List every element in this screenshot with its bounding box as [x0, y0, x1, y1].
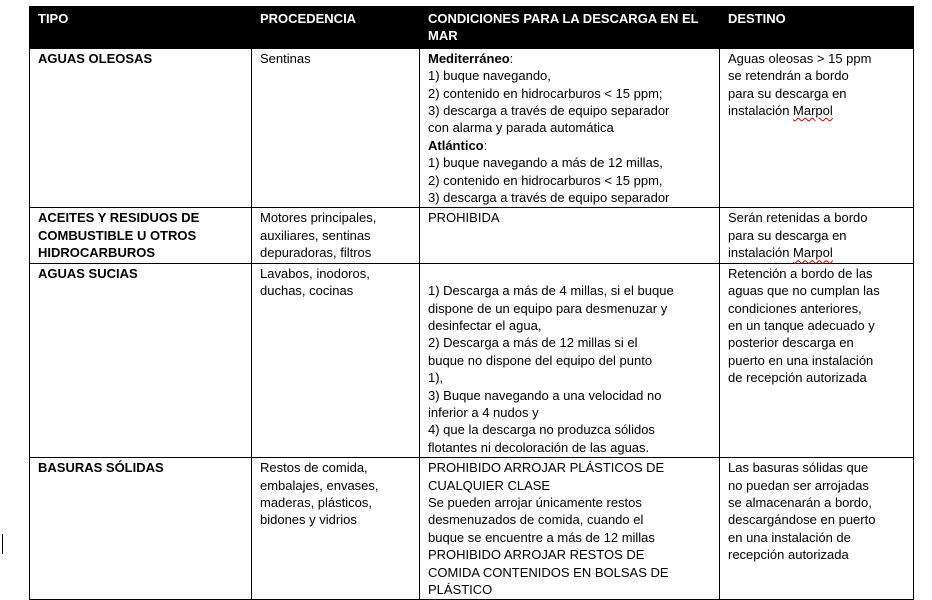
- cell-line: auxiliares, sentinas: [260, 227, 371, 243]
- cell-line: dispone de un equipo para desmenuzar y: [428, 300, 668, 316]
- cell-line: no puedan ser arrojadas: [728, 477, 869, 493]
- cell-line: 1) buque navegando a más de 12 millas,: [428, 155, 663, 171]
- cell-line: PROHIBIDO ARROJAR PLÁSTICOS DE: [428, 460, 665, 476]
- cell-line: Sentinas: [260, 50, 311, 66]
- cell-line: instalación Marpol: [728, 245, 833, 261]
- cell-destino: [720, 458, 914, 600]
- cell-line: instalación Marpol: [728, 103, 833, 119]
- cell-line: maderas, plásticos,: [260, 494, 372, 510]
- cell-line: ACEITES Y RESIDUOS DE: [38, 210, 200, 226]
- cell-line: se almacenarán a bordo,: [728, 494, 872, 510]
- region-label: Mediterráneo: [428, 50, 510, 66]
- cell-line: AGUAS SUCIAS: [38, 265, 138, 281]
- cell-tipo: [30, 208, 252, 263]
- cell-line: en un tanque adecuado y: [728, 317, 875, 333]
- cell-line: buque no dispone del equipo del punto: [428, 352, 653, 368]
- cell-line: 1) Descarga a más de 4 millas, si el buque: [428, 283, 674, 299]
- cell-condiciones: [420, 458, 720, 600]
- cell-line: puerto en una instalación: [728, 352, 874, 368]
- cell-line: Las basuras sólidas que: [728, 460, 869, 476]
- cell-condiciones: [420, 208, 720, 263]
- cell-line: PROHIBIDA: [428, 210, 500, 226]
- cell-line: depuradoras, filtros: [260, 245, 372, 261]
- cell-line: 4) que la descarga no produzca sólidos: [428, 422, 655, 438]
- cell-line: flotantes ni decoloración de las aguas.: [428, 439, 650, 455]
- cell-line: desmenuzados de comida, cuando el: [428, 512, 644, 528]
- cell-line: inferior a 4 nudos y: [428, 404, 539, 420]
- header-row: [30, 7, 914, 49]
- cell-line: Se pueden arrojar únicamente restos: [428, 494, 642, 510]
- cell-line: PLÁSTICO: [428, 582, 493, 597]
- cell-line: desinfectar el agua,: [428, 317, 542, 333]
- cell-destino: [720, 263, 914, 457]
- cell-destino: [720, 208, 914, 263]
- cell-line: posterior descarga en: [728, 335, 854, 351]
- cell-line: 1),: [428, 370, 444, 386]
- cell-line: Retención a bordo de las: [728, 265, 873, 281]
- cell-line: Mediterráneo:: [428, 50, 514, 66]
- cell-procedencia: [252, 48, 420, 208]
- cell-line: AGUAS OLEOSAS: [38, 50, 153, 66]
- table-header: [30, 7, 914, 49]
- header-condiciones: CONDICIONES PARA LA DESCARGA EN EL MAR: [420, 7, 720, 49]
- cell-line: condiciones anteriores,: [728, 300, 862, 316]
- cell-line: en una instalación de: [728, 529, 851, 545]
- cell-line: PROHIBIDO ARROJAR RESTOS DE: [428, 547, 645, 563]
- cell-line: 3) Buque navegando a una velocidad no: [428, 387, 662, 403]
- cell-line: recepción autorizada: [728, 547, 849, 563]
- cell-line: 2) contenido en hidrocarburos < 15 ppm;: [428, 85, 663, 101]
- cell-condiciones: [420, 263, 720, 457]
- cell-line: aguas que no cumplan las: [728, 283, 880, 299]
- table-body: [30, 48, 914, 600]
- waste-discharge-table: [29, 6, 914, 600]
- cell-line: se retendrán a bordo: [728, 68, 849, 84]
- cell-line: embalajes, envases,: [260, 477, 379, 493]
- cell-line: COMBUSTIBLE U OTROS: [38, 227, 197, 243]
- cell-tipo: [30, 263, 252, 457]
- cell-tipo: [30, 48, 252, 208]
- table-row: [30, 263, 914, 457]
- cell-line: [428, 265, 713, 282]
- cell-line: 2) contenido en hidrocarburos < 15 ppm,: [428, 172, 663, 188]
- cell-line: 1) buque navegando,: [428, 68, 551, 84]
- cell-line: 3) descarga a través de equipo separador: [428, 190, 670, 206]
- cell-line: 2) Descarga a más de 12 millas si el: [428, 335, 638, 351]
- table-row: [30, 458, 914, 600]
- cell-line: Serán retenidas a bordo: [728, 210, 868, 226]
- cell-line: Motores principales,: [260, 210, 377, 226]
- cell-line: Restos de comida,: [260, 460, 368, 476]
- cell-line: duchas, cocinas: [260, 283, 354, 299]
- cell-procedencia: [252, 208, 420, 263]
- cell-line: para su descarga en: [728, 227, 847, 243]
- header-tipo: TIPO: [30, 7, 252, 49]
- cell-procedencia: [252, 458, 420, 600]
- edge-mark: [2, 534, 3, 554]
- cell-condiciones: [420, 48, 720, 208]
- cell-line: descargándose en puerto: [728, 512, 876, 528]
- cell-line: Atlántico:: [428, 137, 488, 153]
- cell-procedencia: [252, 263, 420, 457]
- header-procedencia: PROCEDENCIA: [252, 7, 420, 49]
- cell-line: bidones y vidrios: [260, 512, 357, 528]
- cell-line: HIDROCARBUROS: [38, 245, 155, 261]
- cell-line: CUALQUIER CLASE: [428, 477, 551, 493]
- cell-destino: [720, 48, 914, 208]
- cell-line: de recepción autorizada: [728, 370, 867, 386]
- cell-line: con alarma y parada automática: [428, 120, 614, 136]
- cell-line: para su descarga en: [728, 85, 847, 101]
- cell-line: BASURAS SÓLIDAS: [38, 460, 164, 476]
- header-destino: DESTINO: [720, 7, 914, 49]
- cell-line: buque se encuentre a más de 12 millas: [428, 529, 655, 545]
- region-label: Atlántico: [428, 137, 484, 153]
- cell-line: COMIDA CONTENIDOS EN BOLSAS DE: [428, 564, 669, 580]
- cell-tipo: [30, 458, 252, 600]
- table-row: [30, 208, 914, 263]
- cell-line: 3) descarga a través de equipo separador: [428, 103, 670, 119]
- cell-line: Aguas oleosas > 15 ppm: [728, 50, 872, 66]
- cell-line: Lavabos, inodoros,: [260, 265, 370, 281]
- table-row: [30, 48, 914, 208]
